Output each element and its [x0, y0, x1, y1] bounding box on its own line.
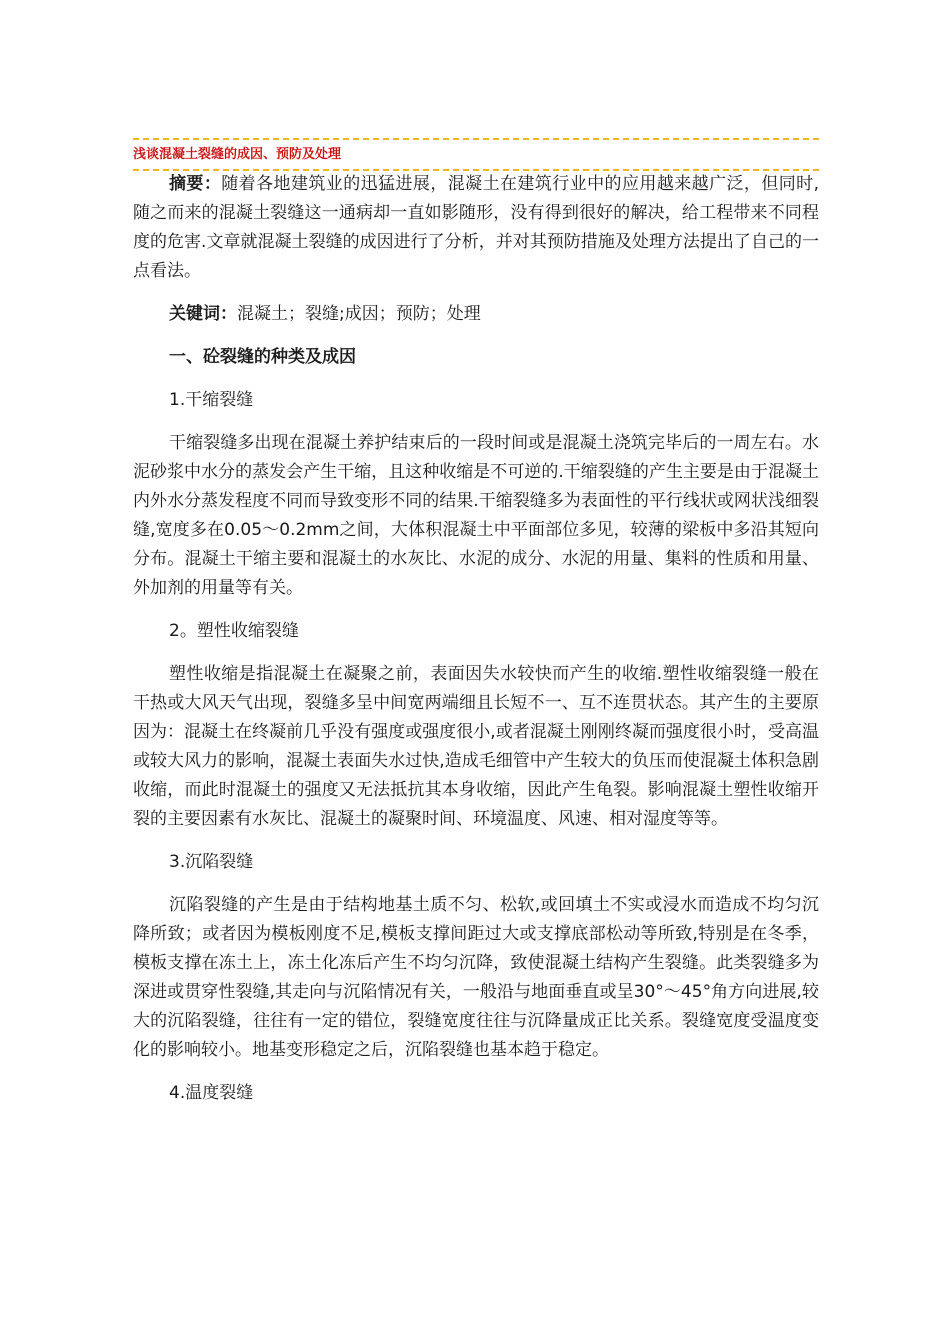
title-rule-top	[133, 138, 819, 140]
abstract-text: 随着各地建筑业的迅猛进展，混凝土在建筑行业中的应用越来越广泛，但同时,随之而来的混凝土裂缝这一通病却一直如影随形，没有得到很好的解决，给工程带来不同程度的危害.文章就混凝土裂缝的成因进行了分析，并对其预防措施及处理方法提出了自己的一点看法。	[133, 174, 819, 281]
title-block	[133, 138, 819, 171]
subsection-heading-1: 1.干缩裂缝	[169, 390, 254, 410]
subsection-heading-2: 2。塑性收缩裂缝	[169, 621, 299, 641]
section-heading: 一、砼裂缝的种类及成因	[169, 347, 356, 367]
subsection-heading-4: 4.温度裂缝	[169, 1083, 254, 1103]
keywords-text: 混凝土；裂缝;成因；预防；处理	[237, 304, 481, 324]
keywords-paragraph	[133, 300, 819, 329]
subsection-text-1: 干缩裂缝多出现在混凝土养护结束后的一段时间或是混凝土浇筑完毕后的一周左右。水泥砂浆中水分的蒸发会产生干缩，且这种收缩是不可逆的.干缩裂缝的产生主要是由于混凝土内外水分蒸发程度不同而导致变形不同的结果.干缩裂缝多为表面性的平行线状或网状浅细裂缝,宽度多在0.05～0.2mm之间，大体积混凝土中平面部位多见，较薄的梁板中多沿其短向分布。混凝土干缩主要和混凝土的水灰比、水泥的成分、水泥的用量、集料的性质和用量、外加剂的用量等有关。	[133, 433, 819, 598]
subsection-text-3: 沉陷裂缝的产生是由于结构地基土质不匀、松软,或回填土不实或浸水而造成不均匀沉降所致；或者因为模板刚度不足,模板支撑间距过大或支撑底部松动等所致,特别是在冬季，模板支撑在冻土上，冻土化冻后产生不均匀沉降，致使混凝土结构产生裂缝。此类裂缝多为深进或贯穿性裂缝,其走向与沉陷情况有关，一般沿与地面垂直或呈30°～45°角方向进展,较大的沉陷裂缝，往往有一定的错位，裂缝宽度往往与沉降量成正比关系。裂缝宽度受温度变化的影响较小。地基变形稳定之后，沉陷裂缝也基本趋于稳定。	[133, 895, 819, 1060]
subsection-heading-3: 3.沉陷裂缝	[169, 852, 254, 872]
abstract-paragraph	[133, 170, 819, 286]
subsection-text-2: 塑性收缩是指混凝土在凝聚之前，表面因失水较快而产生的收缩.塑性收缩裂缝一般在干热或大风天气出现，裂缝多呈中间宽两端细且长短不一、互不连贯状态。其产生的主要原因为：混凝土在终凝前几乎没有强度或强度很小,或者混凝土刚刚终凝而强度很小时，受高温或较大风力的影响，混凝土表面失水过快,造成毛细管中产生较大的负压而使混凝土体积急剧收缩，而此时混凝土的强度又无法抵抗其本身收缩，因此产生龟裂。影响混凝土塑性收缩开裂的主要因素有水灰比、混凝土的凝聚时间、环境温度、风速、相对湿度等等。	[133, 664, 819, 829]
document-body	[133, 170, 819, 1108]
document-title: 浅谈混凝土裂缝的成因、预防及处理	[133, 147, 342, 162]
abstract-label: 摘要：	[169, 174, 222, 194]
keywords-label: 关键词：	[169, 304, 237, 324]
